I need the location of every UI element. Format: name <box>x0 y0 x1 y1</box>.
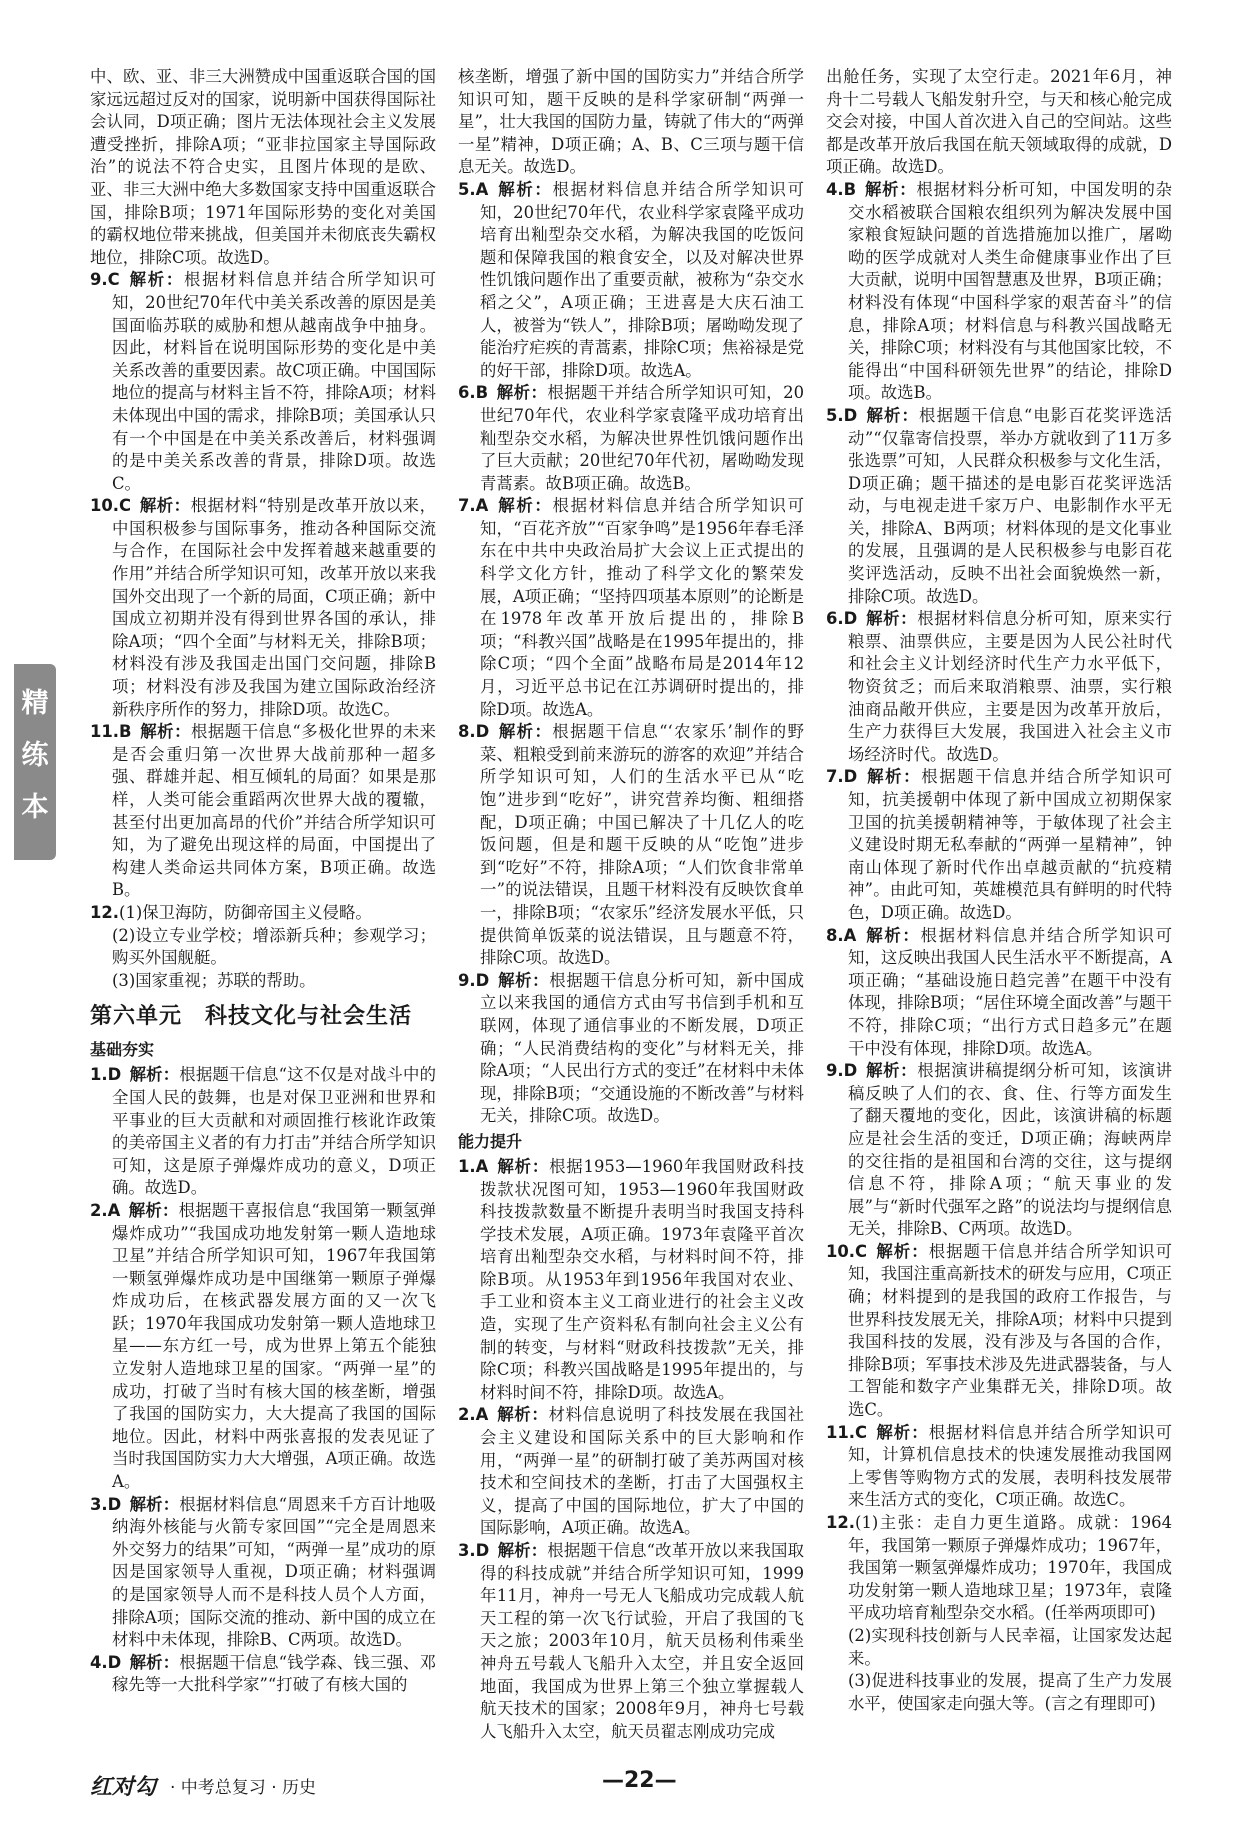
answer-item <box>826 405 1172 608</box>
answer-item <box>826 1241 1172 1422</box>
analysis-label: 解析： <box>865 405 919 425</box>
item-12-part-3: (3)促进科技事业的发展，提高了生产力发展水平，使国家走向强大等。(言之有理即可) <box>848 1671 1172 1713</box>
item-answer: D <box>475 1541 490 1560</box>
answer-item <box>458 721 804 970</box>
continued-text: 核垄断，增强了新中国的国防实力”并结合所学知识可知，题干反映的是科学家研制“两弹一星”，壮大我国的国防力量，铸就了伟大的“两弹一星”精神，D项正确；A、B、C三项与题干信息无关。故选D。 <box>458 67 804 177</box>
analysis-label: 解析： <box>497 1541 548 1560</box>
page-footer <box>90 1770 1172 1806</box>
answer-item <box>826 1422 1172 1512</box>
answer-item <box>90 902 436 925</box>
item-number: 8. <box>826 925 844 945</box>
item-number: 6. <box>826 609 844 629</box>
item-number: 2. <box>458 1405 476 1425</box>
item-text: 根据题干信息分析可知，新中国成立以来我国的通信方式由写书信到手机和互联网，体现了通信事业的不断发展，D项正确；“人民消费结构的变化”与材料无关，排除A项；“人民出行方式的变迁”在材料中未体现，排除B项；“交通设施的不断改善”与材料无关，排除C项。故选D。 <box>480 970 805 1126</box>
answer-item <box>458 1404 804 1540</box>
section-heading-basic: 基础夯实 <box>90 1040 155 1060</box>
item-number: 9. <box>90 270 108 290</box>
item-number: 4. <box>90 1652 108 1672</box>
analysis-label: 解析： <box>128 1200 179 1220</box>
answer-item <box>458 495 804 721</box>
item-number: 2. <box>90 1200 108 1220</box>
item-number: 9. <box>826 1061 844 1081</box>
item-number: 5. <box>826 405 844 425</box>
answer-item <box>458 1156 804 1405</box>
item-answer: D <box>107 1494 122 1514</box>
analysis-label: 解析： <box>129 1652 180 1672</box>
item-text: 根据材料信息“周恩来千方百计地吸纳海外核能与火箭专家回国”“完全是周恩来外交努力的结果”可知，“两弹一星”成功的原因是国家领导人重视，D项正确；材料强调的是国家领导人而不是科技人员个人方面，排除A项；国际交流的推动、新中国的成立在材料中未体现，排除B、C两项。故选D。 <box>112 1494 437 1650</box>
item-number: 1. <box>458 1156 476 1176</box>
analysis-label: 解析： <box>496 179 553 199</box>
analysis-label: 解析： <box>497 722 553 742</box>
item-text: 根据材料信息并结合所学知识可知，这反映出我国人民生活水平不断提高，A项正确；“基础设施日趋完善”在题干中没有体现，排除B项；“居住环境全面改善”与题干不符，排除C项；“出行方式日趋多元”在题干中没有体现，排除D项。故选A。 <box>848 925 1173 1058</box>
item-text: 根据题干信息“多极化世界的未来是否会重归第一次世界大战前那种一超多强、群雄并起、相互倾轧的局面？如果是那样，人类可能会重蹈两次世界大战的覆辙，甚至付出更加高昂的代价”并结合所学知识可知，为了避免出现这样的局面，中国提出了构建人类命运共同体方案，B项正确。故选B。 <box>112 722 437 900</box>
answer-item <box>90 1494 436 1652</box>
item-number: 1. <box>90 1065 108 1085</box>
item-answer: C <box>855 1241 868 1261</box>
item-text: 根据题干信息“电影百花奖评选活动”“仅靠寄信投票，举办方就收到了11万多张选票”可知，人民群众积极参与文化生活，D项正确；题干描述的是电影百花奖评选活动，与电视走进千家万户、电影制作水平无关，排除A、B两项；材料体现的是文化事业的发展，且强调的是人民积极参与电影百花奖评选活动，反映不出社会面貌焕然一新，排除C项。故选D。 <box>848 405 1172 606</box>
item-answer: B <box>119 722 132 742</box>
item-12-part-3: (3)国家重视；苏联的帮助。 <box>112 970 316 990</box>
item-answer: D <box>843 609 858 629</box>
answer-item <box>826 766 1172 924</box>
item-text: 根据材料分析可知，中国发明的杂交水稻被联合国粮农组织列为解决发展中国家粮食短缺问题的首选措施加以推广，屠呦呦的医学成就对人类生命健康事业作出了巨大贡献，说明中国智慧惠及世界，B项正确；材料没有体现“中国科学家的艰苦奋斗”的信息，排除A项；材料信息与科教兴国战略无关，排除C项；材料没有与其他国家比较，不能得出“中国科研领先世界”的结论，排除D项。故选B。 <box>848 179 1173 403</box>
continued-text: 中、欧、亚、非三大洲赞成中国重返联合国的国家远远超过反对的国家，说明新中国获得国际社会认同，D项正确；图片无法体现社会主义发展遭受挫折，排除A项；“亚非拉国家主导国际政治”的说法不符合史实，且图片体现的是欧、亚、非三大洲中绝大多数国家支持中国重返联合国，排除B项；1971年国际形势的变化对美国的霸权地位带来挑战，但美国并未彻底丧失霸权地位，排除C项。故选D。 <box>90 67 436 267</box>
answer-item <box>90 1200 436 1494</box>
continued-text: 出舱任务，实现了太空行走。2021年6月，神舟十二号载人飞船发射升空，与天和核心舱完成交会对接，中国人首次进入自己的空间站。这些都是改革开放后我国在航天领域取得的成就，D项正确。故选D。 <box>826 67 1172 177</box>
item-number: 8. <box>458 722 476 742</box>
side-tab-label: 精练本 <box>21 688 49 823</box>
analysis-label: 解析： <box>127 270 184 290</box>
item-answer: D <box>843 1061 858 1081</box>
analysis-label: 解析： <box>496 496 553 516</box>
analysis-label: 解析： <box>129 1065 180 1085</box>
answer-item <box>90 495 436 721</box>
item-answer: A <box>475 1405 489 1425</box>
page-number: —22— <box>602 1768 677 1793</box>
analysis-label: 解析： <box>496 1156 550 1176</box>
item-text: 根据题干喜报信息“我国第一颗氢弹爆炸成功”“我国成功地发射第一颗人造地球卫星”并结合所学知识可知，1967年我国第一颗氢弹爆炸成功是中国继第一颗原子弹爆炸成功后，在核武器发展方面的又一次飞跃；1970年我国成功发射第一颗人造地球卫星——东方红一号，成为世界上第五个能独立发射人造地球卫星的国家。“两弹一星”的成功，打破了当时有核大国的核垄断，增强了我国的国防实力，大大提高了我国的国际地位。因此，材料中两张喜报的发表见证了当时我国国防实力大大增强，A项正确。故选A。 <box>112 1200 436 1492</box>
answer-item <box>90 1064 436 1200</box>
side-tab <box>14 664 56 860</box>
item-number: 3. <box>458 1541 476 1560</box>
item-number: 10. <box>826 1241 856 1261</box>
item-number: 7. <box>458 496 476 516</box>
answer-item <box>826 1512 1172 1625</box>
answer-item <box>90 269 436 495</box>
analysis-label: 解析： <box>139 722 191 742</box>
item-answer: C <box>107 270 120 290</box>
item-number: 7. <box>826 767 844 787</box>
item-text: 根据题干信息“‘农家乐’制作的野菜、粗粮受到前来游玩的游客的欢迎”并结合所学知识可知，人们的生活水平已从“吃饱”进步到“吃好”，讲究营养均衡、粗细搭配，D项正确；中国已解决了十几亿人的吃饭问题，但是和题干反映的从“吃饱”进步到“吃好”不符，排除A项；“人们饮食非常单一”的说法错误，且题干材料没有反映饮食单一，排除B项；“农家乐”经济发展水平低，只提供简单饭菜的说法错误，且与题意不符，排除C项。故选D。 <box>480 722 804 968</box>
item-text: (1)主张：走自力更生道路。成就：1964年，我国第一颗原子弹爆炸成功；1967年，我国第一颗氢弹爆炸成功；1970年，我国成功发射第一颗人造地球卫星；1973年，袁隆平成功培育籼型杂交水稻。(任举两项即可) <box>848 1513 1172 1623</box>
item-text: 根据材料信息并结合所学知识可知，20世纪70年代，农业科学家袁隆平成功培育出籼型杂交水稻，为解决我国的吃饭问题和保障我国的粮食安全，以及对解决世界性饥饿问题作出了重要贡献，被称为“杂交水稻之父”，A项正确；王进喜是大庆石油工人，被誉为“铁人”，排除B项；屠呦呦发现了能治疗疟疾的青蒿素，排除C项；焦裕禄是党的好干部，排除D项。故选A。 <box>480 179 805 380</box>
item-text: 根据题干信息“改革开放以来我国取得的科技成就”并结合所学知识可知，1999年11月，神舟一号无人飞船成功完成载人航天工程的第一次飞行试验，开启了我国的飞天之旅；2003年10月，航天员杨利伟乘坐神舟五号载人飞船升入太空，并且安全返回地面，我国成为世界上第三个独立掌握载人航天技术的国家；2008年9月，神舟七号载人飞船升入太空，航天员翟志刚成功完成 <box>480 1541 805 1741</box>
item-answer: D <box>107 1652 122 1672</box>
answer-item <box>90 721 436 902</box>
analysis-label: 解析： <box>496 383 548 403</box>
item-text: 根据材料信息并结合所学知识可知，计算机信息技术的快速发展推动我国网上零售等购物方式的发展，表明科技发展带来生活方式的变化，C项正确。故选C。 <box>848 1422 1173 1510</box>
analysis-label: 解析： <box>497 970 550 990</box>
answer-item <box>826 925 1172 1061</box>
analysis-label: 解析： <box>864 179 917 199</box>
item-answer: D <box>475 722 490 742</box>
item-answer: C <box>119 496 132 516</box>
item-number: 11. <box>90 722 120 742</box>
item-text: 根据题干信息并结合所学知识可知，我国注重高新技术的研发与应用，C项正确；材料提到的是我国的政府工作报告，与世界科技发展无关，排除A项；材料中只提到我国科技的发展，没有涉及与各国的合作，排除B项；军事技术涉及先进武器装备，与人工智能和数字产业集群无关，排除D项。故选C。 <box>848 1241 1173 1420</box>
book-subtitle: · 中考总复习 · 历史 <box>170 1778 317 1798</box>
item-text: 根据材料“特别是改革开放以来，中国积极参与国际事务，推动各种国际交流与合作，在国际社会中发挥着越来越重要的作用”并结合所学知识可知，改革开放以来我国外交出现了一个新的局面，C项正确；新中国成立初期并没有得到世界各国的承认，排除A项；“四个全面”与材料无关，排除B项；材料没有涉及我国走出国门交问题，排除B项；材料没有涉及我国为建立国际政治经济新秩序所作的努力，排除D项。故选C。 <box>112 496 436 719</box>
answer-item <box>826 608 1172 766</box>
analysis-label: 解析： <box>496 1405 549 1425</box>
item-answer: A <box>475 1156 489 1176</box>
answer-item <box>458 1540 804 1743</box>
column-3 <box>826 66 1172 1715</box>
item-text: 根据材料信息分析可知，原来实行粮票、油票供应，主要是因为人民公社时代和社会主义计划经济时代生产力水平低下，物资贫乏；而后来取消粮票、油票，实行粮油商品敞开供应，主要是因为改革开放后，生产力获得巨大发展，我国进入社会主义市场经济时代。故选D。 <box>848 609 1173 764</box>
analysis-label: 解析： <box>875 1422 929 1442</box>
answer-item <box>458 382 804 495</box>
item-answer: A <box>475 179 489 199</box>
item-text: 根据题干信息“这不仅是对战斗中的全国人民的鼓舞，也是对保卫亚洲和世界和平事业的巨大贡献和对顽固推行核讹诈政策的美帝国主义者的有力打击”并结合所学知识可知，这是原子弹爆炸成功的意义，D项正确。故选D。 <box>112 1065 437 1198</box>
item-text: 根据题干信息“钱学森、钱三强、邓稼先等一大批科学家”“打破了有核大国的 <box>112 1652 437 1695</box>
item-text: 材料信息说明了科技发展在我国社会主义建设和国际关系中的巨大影响和作用，“两弹一星”的研制打破了美苏两国对核技术和空间技术的垄断，打击了大国强权主义，提高了中国的国际地位，扩大了中国的国际影响，A项正确。故选A。 <box>480 1405 805 1538</box>
unit-title: 第六单元 科技文化与社会生活 <box>90 1004 413 1030</box>
item-number: 12. <box>826 1513 856 1532</box>
item-number: 5. <box>458 179 476 199</box>
analysis-label: 解析： <box>865 609 918 629</box>
item-answer: D <box>475 970 490 990</box>
answer-item <box>90 1652 436 1697</box>
item-number: 9. <box>458 970 476 990</box>
analysis-label: 解析： <box>875 1241 929 1261</box>
item-answer: A <box>107 1200 121 1220</box>
answer-item <box>458 970 804 1128</box>
item-answer: A <box>843 925 857 945</box>
analysis-label: 解析： <box>139 496 191 516</box>
answer-item <box>826 179 1172 405</box>
item-text: (1)保卫海防，防御帝国主义侵略。 <box>119 902 372 922</box>
item-answer: B <box>475 383 489 403</box>
analysis-label: 解析： <box>864 925 921 945</box>
item-text: 根据材料信息并结合所学知识可知，20世纪70年代中美关系改善的原因是美国面临苏联的威胁和想从越南战争中抽身。因此，材料旨在说明国际形势的变化是中美关系改善的重要因素。故C项正确。中国国际地位的提高与材料主旨不符，排除A项；材料未体现出中国的需求，排除B项；美国承认只有一个中国是在中美关系改善后，材料强调的是中美关系改善的背景，排除D项。故选C。 <box>112 270 436 493</box>
analysis-label: 解析： <box>129 1494 180 1514</box>
item-text: 根据材料信息并结合所学知识可知，“百花齐放”“百家争鸣”是1956年春毛泽东在中共中央政治局扩大会议上正式提出的科学文化方针，推动了科学文化的繁荣发展，A项正确；“坚持四项基本原则”的论断是在1978年改革开放后提出的，排除B项；“科教兴国”战略是在1995年提出的，排除C项；“四个全面”战略布局是2014年12月，习近平总书记在江苏调研时提出的，排除D项。故选A。 <box>480 496 805 719</box>
answer-item <box>458 179 804 382</box>
item-answer: D <box>107 1065 122 1085</box>
section-heading-advanced: 能力提升 <box>458 1131 523 1151</box>
item-answer: A <box>475 496 489 516</box>
analysis-label: 解析： <box>865 1061 918 1081</box>
brand-logo-text: 红对勾 <box>90 1775 157 1800</box>
column-1 <box>90 66 436 1697</box>
item-number: 11. <box>826 1422 856 1442</box>
item-answer: B <box>843 179 857 199</box>
item-number: 6. <box>458 383 476 403</box>
item-answer: C <box>855 1422 868 1442</box>
analysis-label: 解析： <box>865 767 922 787</box>
item-text: 根据题干并结合所学知识可知，20世纪70年代，农业科学家袁隆平成功培育出籼型杂交水稻，为解决世界性饥饿问题作出了巨大贡献；20世纪70年代初，屠呦呦发现青蒿素。故B项正确。故选B。 <box>480 383 804 493</box>
item-text: 根据1953—1960年我国财政科技拨款状况图可知，1953—1960年我国财政科技拨款数量不断提升表明当时我国支持科学技术发展，A项正确。1973年袁隆平首次培育出籼型杂交水稻，与材料时间不符，排除B项。从1953年到1956年我国对农业、手工业和资本主义工商业进行的社会主义改造，实现了生产资料私有制向社会主义公有制的转变，与材料“财政科技拨款”无关，排除C项；科教兴国战略是1995年提出的，与材料时间不符，排除D项。故选A。 <box>480 1156 804 1402</box>
column-2 <box>458 66 804 1743</box>
item-number: 3. <box>90 1494 108 1514</box>
item-text: 根据题干信息并结合所学知识可知，抗美援朝中体现了新中国成立初期保家卫国的抗美援朝精神等，于敏体现了社会主义建设时期无私奉献的“两弹一星精神”，钟南山体现了新时代作出卓越贡献的“抗疫精神”。由此可知，英雄模范具有鲜明的时代特色，D项正确。故选D。 <box>848 767 1173 922</box>
item-12-part-2: (2)设立专业学校；增添新兵种；参观学习；购买外国舰艇。 <box>112 925 436 968</box>
item-12-part-2: (2)实现科技创新与人民幸福，让国家发达起来。 <box>848 1625 1172 1668</box>
item-answer: D <box>843 767 858 787</box>
item-number: 12. <box>90 902 120 922</box>
item-text: 根据演讲稿提纲分析可知，该演讲稿反映了人们的衣、食、住、行等方面发生了翻天覆地的变化，因此，该演讲稿的标题应是社会生活的变迁，D项正确；海峡两岸的交往指的是祖国和台湾的交往，这与提纲信息不符，排除A项；“航天事业的发展”与“新时代强军之路”的说法均与提纲信息无关，排除B、C两项。故选D。 <box>848 1061 1173 1239</box>
item-number: 10. <box>90 496 120 516</box>
item-answer: D <box>843 405 858 425</box>
answer-item <box>826 1060 1172 1241</box>
item-number: 4. <box>826 179 844 199</box>
